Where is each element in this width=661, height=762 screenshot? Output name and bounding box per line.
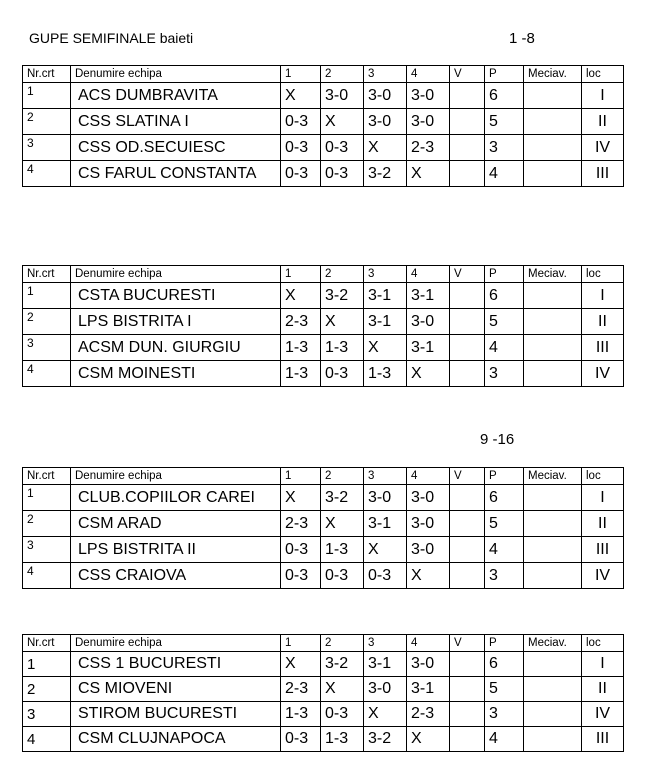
header-v: V	[450, 635, 485, 652]
result-vs-4: X	[407, 161, 450, 187]
points-cell: 5	[485, 309, 524, 335]
rank-cell: II	[582, 309, 624, 335]
wins-cell	[450, 677, 485, 702]
rank-cell: II	[582, 511, 624, 537]
points-cell: 3	[485, 563, 524, 589]
meciav-cell	[524, 361, 582, 387]
result-vs-1: 2-3	[281, 511, 321, 537]
row-number: 4	[23, 727, 71, 752]
result-vs-3: X	[364, 135, 407, 161]
result-vs-3: 3-1	[364, 652, 407, 677]
table-header-row	[23, 468, 624, 485]
header-round-3: 3	[364, 468, 407, 485]
header-round-4: 4	[407, 635, 450, 652]
header-round-3: 3	[364, 266, 407, 283]
points-cell: 4	[485, 335, 524, 361]
header-v: V	[450, 468, 485, 485]
header-round-4: 4	[407, 468, 450, 485]
result-vs-2: 1-3	[321, 537, 364, 563]
points-cell: 5	[485, 511, 524, 537]
result-vs-1: X	[281, 283, 321, 309]
result-vs-2: X	[321, 109, 364, 135]
table-row	[23, 537, 624, 563]
result-vs-2: 3-2	[321, 485, 364, 511]
team-name: CSS 1 BUCURESTI	[71, 652, 281, 677]
meciav-cell	[524, 563, 582, 589]
header-round-4: 4	[407, 266, 450, 283]
result-vs-1: X	[281, 83, 321, 109]
header-p: P	[485, 266, 524, 283]
row-number: 1	[23, 485, 71, 511]
meciav-cell	[524, 109, 582, 135]
result-vs-4: 3-0	[407, 309, 450, 335]
result-vs-1: 2-3	[281, 677, 321, 702]
result-vs-2: X	[321, 309, 364, 335]
group-table-3	[22, 467, 624, 589]
header-meciav: Meciav.	[524, 635, 582, 652]
meciav-cell	[524, 161, 582, 187]
table-row	[23, 309, 624, 335]
result-vs-1: 0-3	[281, 563, 321, 589]
header-meciav: Meciav.	[524, 266, 582, 283]
result-vs-2: 0-3	[321, 161, 364, 187]
page-title: GUPE SEMIFINALE baieti	[29, 30, 194, 46]
table-header-row	[23, 266, 624, 283]
header-team: Denumire echipa	[71, 468, 281, 485]
meciav-cell	[524, 652, 582, 677]
points-cell: 6	[485, 283, 524, 309]
row-number: 1	[23, 652, 71, 677]
result-vs-4: 3-0	[407, 485, 450, 511]
header-p: P	[485, 468, 524, 485]
rank-cell: IV	[582, 702, 624, 727]
row-number: 3	[23, 335, 71, 361]
result-vs-4: 2-3	[407, 702, 450, 727]
header-nrcrt: Nr.crt	[23, 635, 71, 652]
points-cell: 3	[485, 135, 524, 161]
wins-cell	[450, 702, 485, 727]
wins-cell	[450, 309, 485, 335]
team-name: LPS BISTRITA I	[71, 309, 281, 335]
points-cell: 6	[485, 83, 524, 109]
result-vs-1: 0-3	[281, 727, 321, 752]
row-number: 3	[23, 537, 71, 563]
wins-cell	[450, 485, 485, 511]
result-vs-3: 3-1	[364, 511, 407, 537]
rank-cell: I	[582, 283, 624, 309]
table-row	[23, 563, 624, 589]
wins-cell	[450, 161, 485, 187]
points-cell: 3	[485, 702, 524, 727]
header-team: Denumire echipa	[71, 635, 281, 652]
header-round-2: 2	[321, 635, 364, 652]
points-cell: 4	[485, 161, 524, 187]
result-vs-4: X	[407, 563, 450, 589]
wins-cell	[450, 361, 485, 387]
rank-cell: IV	[582, 563, 624, 589]
meciav-cell	[524, 702, 582, 727]
result-vs-1: X	[281, 485, 321, 511]
rank-cell: II	[582, 677, 624, 702]
meciav-cell	[524, 83, 582, 109]
table-row	[23, 109, 624, 135]
result-vs-4: 2-3	[407, 135, 450, 161]
header-team: Denumire echipa	[71, 266, 281, 283]
result-vs-4: 3-1	[407, 335, 450, 361]
row-number: 3	[23, 135, 71, 161]
table-row	[23, 485, 624, 511]
result-vs-3: X	[364, 537, 407, 563]
result-vs-4: X	[407, 361, 450, 387]
wins-cell	[450, 511, 485, 537]
points-cell: 6	[485, 485, 524, 511]
result-vs-4: 3-1	[407, 677, 450, 702]
table-row	[23, 283, 624, 309]
table-row	[23, 677, 624, 702]
meciav-cell	[524, 537, 582, 563]
row-number: 1	[23, 283, 71, 309]
result-vs-1: 1-3	[281, 702, 321, 727]
result-vs-3: 3-1	[364, 309, 407, 335]
header-loc: loc	[582, 266, 624, 283]
rank-cell: I	[582, 652, 624, 677]
result-vs-4: X	[407, 727, 450, 752]
header-p: P	[485, 66, 524, 83]
rank-cell: I	[582, 83, 624, 109]
header-nrcrt: Nr.crt	[23, 66, 71, 83]
range-label-1-8: 1 -8	[509, 30, 535, 47]
header-meciav: Meciav.	[524, 468, 582, 485]
meciav-cell	[524, 511, 582, 537]
points-cell: 5	[485, 677, 524, 702]
row-number: 2	[23, 309, 71, 335]
team-name: ACSM DUN. GIURGIU	[71, 335, 281, 361]
header-team: Denumire echipa	[71, 66, 281, 83]
row-number: 1	[23, 83, 71, 109]
result-vs-2: 1-3	[321, 727, 364, 752]
rank-cell: III	[582, 161, 624, 187]
group-table-4	[22, 634, 624, 752]
header-round-4: 4	[407, 66, 450, 83]
header-round-1: 1	[281, 468, 321, 485]
result-vs-3: 3-0	[364, 109, 407, 135]
result-vs-1: X	[281, 652, 321, 677]
result-vs-2: 0-3	[321, 361, 364, 387]
points-cell: 4	[485, 537, 524, 563]
header-round-1: 1	[281, 635, 321, 652]
team-name: CSTA BUCURESTI	[71, 283, 281, 309]
result-vs-1: 0-3	[281, 135, 321, 161]
team-name: CSM MOINESTI	[71, 361, 281, 387]
points-cell: 4	[485, 727, 524, 752]
result-vs-2: 0-3	[321, 702, 364, 727]
header-nrcrt: Nr.crt	[23, 468, 71, 485]
team-name: CSM ARAD	[71, 511, 281, 537]
result-vs-1: 1-3	[281, 361, 321, 387]
group-table-2	[22, 265, 624, 387]
result-vs-2: 0-3	[321, 563, 364, 589]
row-number: 2	[23, 677, 71, 702]
wins-cell	[450, 537, 485, 563]
points-cell: 3	[485, 361, 524, 387]
team-name: CS MIOVENI	[71, 677, 281, 702]
result-vs-1: 1-3	[281, 335, 321, 361]
meciav-cell	[524, 309, 582, 335]
wins-cell	[450, 135, 485, 161]
header-round-2: 2	[321, 266, 364, 283]
result-vs-1: 0-3	[281, 109, 321, 135]
team-name: CSM CLUJNAPOCA	[71, 727, 281, 752]
table-row	[23, 335, 624, 361]
row-number: 4	[23, 161, 71, 187]
rank-cell: II	[582, 109, 624, 135]
header-meciav: Meciav.	[524, 66, 582, 83]
wins-cell	[450, 652, 485, 677]
table-header-row	[23, 66, 624, 83]
header-round-3: 3	[364, 635, 407, 652]
rank-cell: III	[582, 335, 624, 361]
wins-cell	[450, 283, 485, 309]
table-header-row	[23, 635, 624, 652]
header-round-1: 1	[281, 66, 321, 83]
rank-cell: IV	[582, 361, 624, 387]
header-loc: loc	[582, 66, 624, 83]
table-row	[23, 702, 624, 727]
wins-cell	[450, 335, 485, 361]
team-name: CSS SLATINA I	[71, 109, 281, 135]
result-vs-4: 3-0	[407, 511, 450, 537]
result-vs-2: 1-3	[321, 335, 364, 361]
result-vs-4: 3-1	[407, 283, 450, 309]
result-vs-3: 0-3	[364, 563, 407, 589]
table-row	[23, 727, 624, 752]
result-vs-3: 3-1	[364, 283, 407, 309]
result-vs-3: 3-2	[364, 161, 407, 187]
team-name: CS FARUL CONSTANTA	[71, 161, 281, 187]
team-name: CLUB.COPIILOR CAREI	[71, 485, 281, 511]
result-vs-1: 2-3	[281, 309, 321, 335]
meciav-cell	[524, 335, 582, 361]
result-vs-4: 3-0	[407, 83, 450, 109]
meciav-cell	[524, 677, 582, 702]
result-vs-4: 3-0	[407, 537, 450, 563]
result-vs-1: 0-3	[281, 161, 321, 187]
header-round-3: 3	[364, 66, 407, 83]
team-name: LPS BISTRITA II	[71, 537, 281, 563]
result-vs-2: 3-0	[321, 83, 364, 109]
row-number: 3	[23, 702, 71, 727]
header-round-2: 2	[321, 66, 364, 83]
result-vs-3: 3-0	[364, 677, 407, 702]
meciav-cell	[524, 283, 582, 309]
meciav-cell	[524, 485, 582, 511]
table-row	[23, 361, 624, 387]
header-loc: loc	[582, 468, 624, 485]
result-vs-3: 3-0	[364, 83, 407, 109]
rank-cell: III	[582, 727, 624, 752]
points-cell: 6	[485, 652, 524, 677]
result-vs-4: 3-0	[407, 652, 450, 677]
header-v: V	[450, 66, 485, 83]
table-row	[23, 135, 624, 161]
header-nrcrt: Nr.crt	[23, 266, 71, 283]
team-name: ACS DUMBRAVITA	[71, 83, 281, 109]
range-label-9-16: 9 -16	[480, 431, 515, 448]
wins-cell	[450, 83, 485, 109]
rank-cell: IV	[582, 135, 624, 161]
result-vs-3: X	[364, 702, 407, 727]
result-vs-2: 3-2	[321, 652, 364, 677]
result-vs-3: 1-3	[364, 361, 407, 387]
header-round-2: 2	[321, 468, 364, 485]
table-row	[23, 652, 624, 677]
table-row	[23, 511, 624, 537]
team-name: CSS CRAIOVA	[71, 563, 281, 589]
team-name: STIROM BUCURESTI	[71, 702, 281, 727]
row-number: 2	[23, 109, 71, 135]
result-vs-2: 3-2	[321, 283, 364, 309]
team-name: CSS OD.SECUIESC	[71, 135, 281, 161]
meciav-cell	[524, 135, 582, 161]
wins-cell	[450, 727, 485, 752]
group-table-1	[22, 65, 624, 187]
header-v: V	[450, 266, 485, 283]
result-vs-3: X	[364, 335, 407, 361]
result-vs-2: X	[321, 511, 364, 537]
points-cell: 5	[485, 109, 524, 135]
result-vs-2: 0-3	[321, 135, 364, 161]
meciav-cell	[524, 727, 582, 752]
result-vs-1: 0-3	[281, 537, 321, 563]
row-number: 2	[23, 511, 71, 537]
table-row	[23, 83, 624, 109]
header-p: P	[485, 635, 524, 652]
row-number: 4	[23, 563, 71, 589]
wins-cell	[450, 109, 485, 135]
rank-cell: III	[582, 537, 624, 563]
row-number: 4	[23, 361, 71, 387]
wins-cell	[450, 563, 485, 589]
header-loc: loc	[582, 635, 624, 652]
result-vs-4: 3-0	[407, 109, 450, 135]
rank-cell: I	[582, 485, 624, 511]
table-row	[23, 161, 624, 187]
header-round-1: 1	[281, 266, 321, 283]
result-vs-2: X	[321, 677, 364, 702]
result-vs-3: 3-2	[364, 727, 407, 752]
result-vs-3: 3-0	[364, 485, 407, 511]
